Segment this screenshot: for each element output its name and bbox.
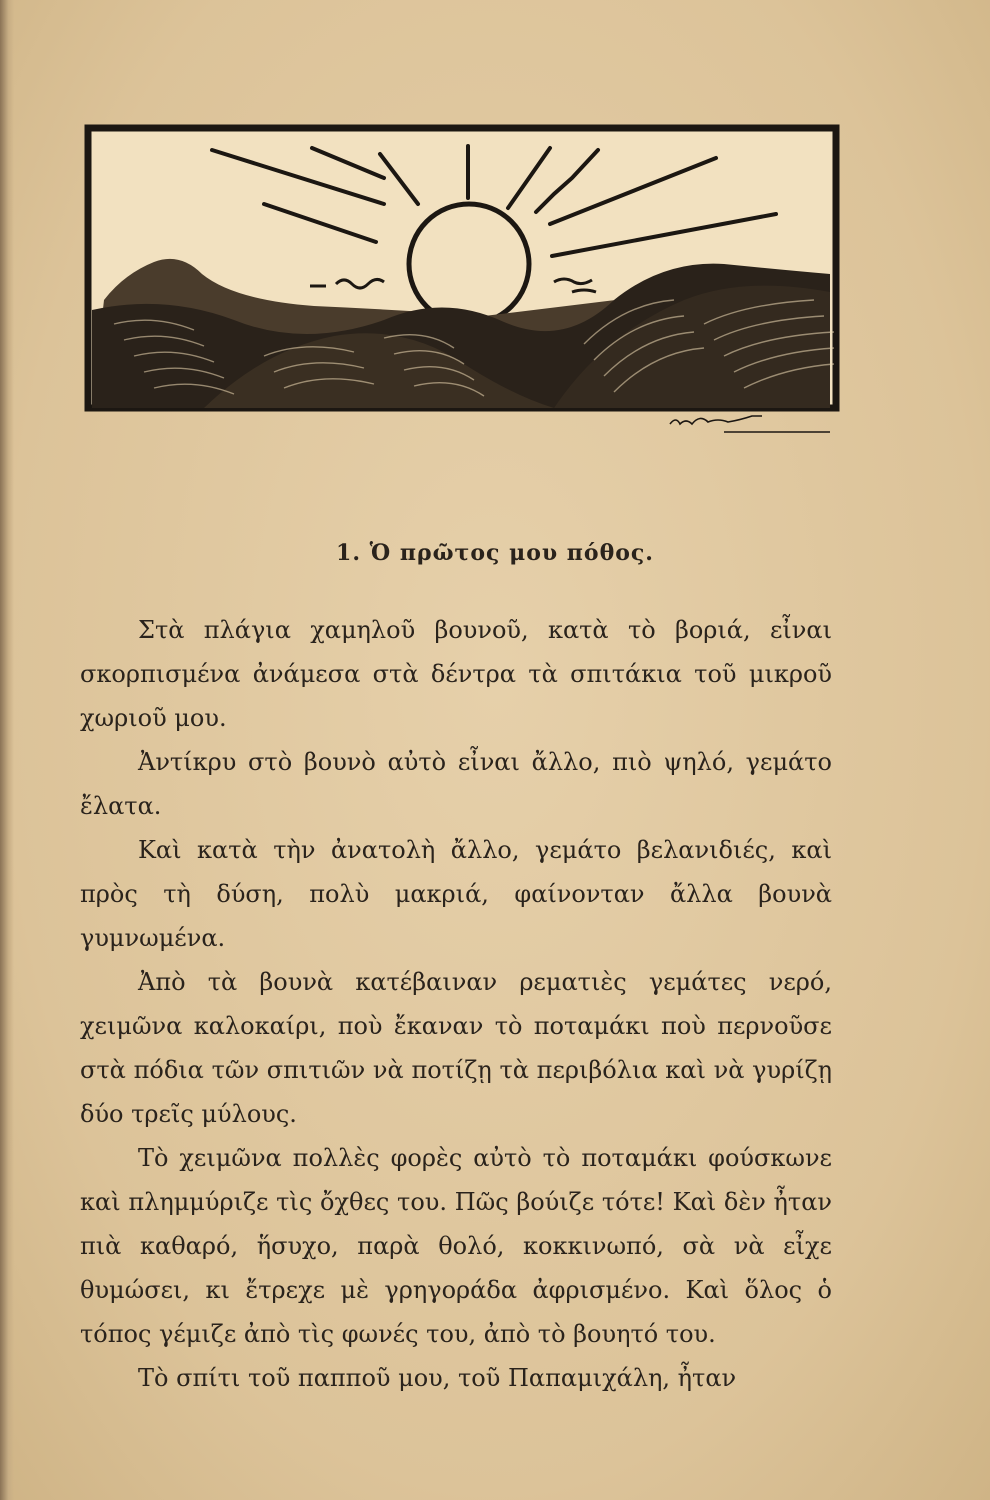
- chapter-body: [80, 608, 832, 1400]
- sunrise-over-mountains-illustration: [84, 124, 844, 440]
- paragraph: Ἀπὸ τὰ βουνὰ κατέβαιναν ρεματιὲς γεμάτες νερό, χειμῶνα καλοκαίρι, ποὺ ἔκαναν τὸ ποταμάκι ποὺ περνοῦσε στὰ πόδια τῶν σπιτιῶν νὰ ποτίζῃ τὰ περιβόλια καὶ νὰ γυρίζῃ δύο τρεῖς μύλους.: [80, 968, 832, 1128]
- page-gutter-shadow: [0, 0, 14, 1500]
- paragraph: Τὸ χειμῶνα πολλὲς φορὲς αὐτὸ τὸ ποταμάκι φούσκωνε καὶ πλημμύριζε τὶς ὄχθες του. Πῶς βούιζε τότε! Καὶ δὲν ἦταν πιὰ καθαρό, ἥσυχο, παρὰ θολό, κοκκινωπό, σὰ νὰ εἶχε θυμώσει, κι ἔτρεχε μὲ γρηγοράδα ἀφρισμένο. Καὶ ὅλος ὁ τόπος γέμιζε ἀπὸ τὶς φωνές του, ἀπὸ τὸ βουητό του.: [80, 1144, 832, 1348]
- paragraph: Τὸ σπίτι τοῦ παπποῦ μου, τοῦ Παπαμιχάλη, ἦταν: [138, 1364, 737, 1392]
- paragraph: Καὶ κατὰ τὴν ἀνατολὴ ἄλλο, γεμάτο βελανιδιές, καὶ πρὸς τὴ δύση, πολὺ μακριά, φαίνονταν ἄλλα βουνὰ γυμνωμένα.: [80, 836, 832, 952]
- chapter-heading: 1. Ὁ πρῶτος μου πόθος.: [336, 540, 654, 566]
- paragraph: Ἀντίκρυ στὸ βουνὸ αὐτὸ εἶναι ἄλλο, πιὸ ψηλό, γεμάτο ἔλατα.: [80, 748, 832, 820]
- paragraph: Στὰ πλάγια χαμηλοῦ βουνοῦ, κατὰ τὸ βοριά, εἶναι σκορπισμένα ἀνάμεσα στὰ δέντρα τὰ σπιτάκια τοῦ μικροῦ χωριοῦ μου.: [80, 616, 832, 732]
- artist-signature-mark: [670, 416, 830, 432]
